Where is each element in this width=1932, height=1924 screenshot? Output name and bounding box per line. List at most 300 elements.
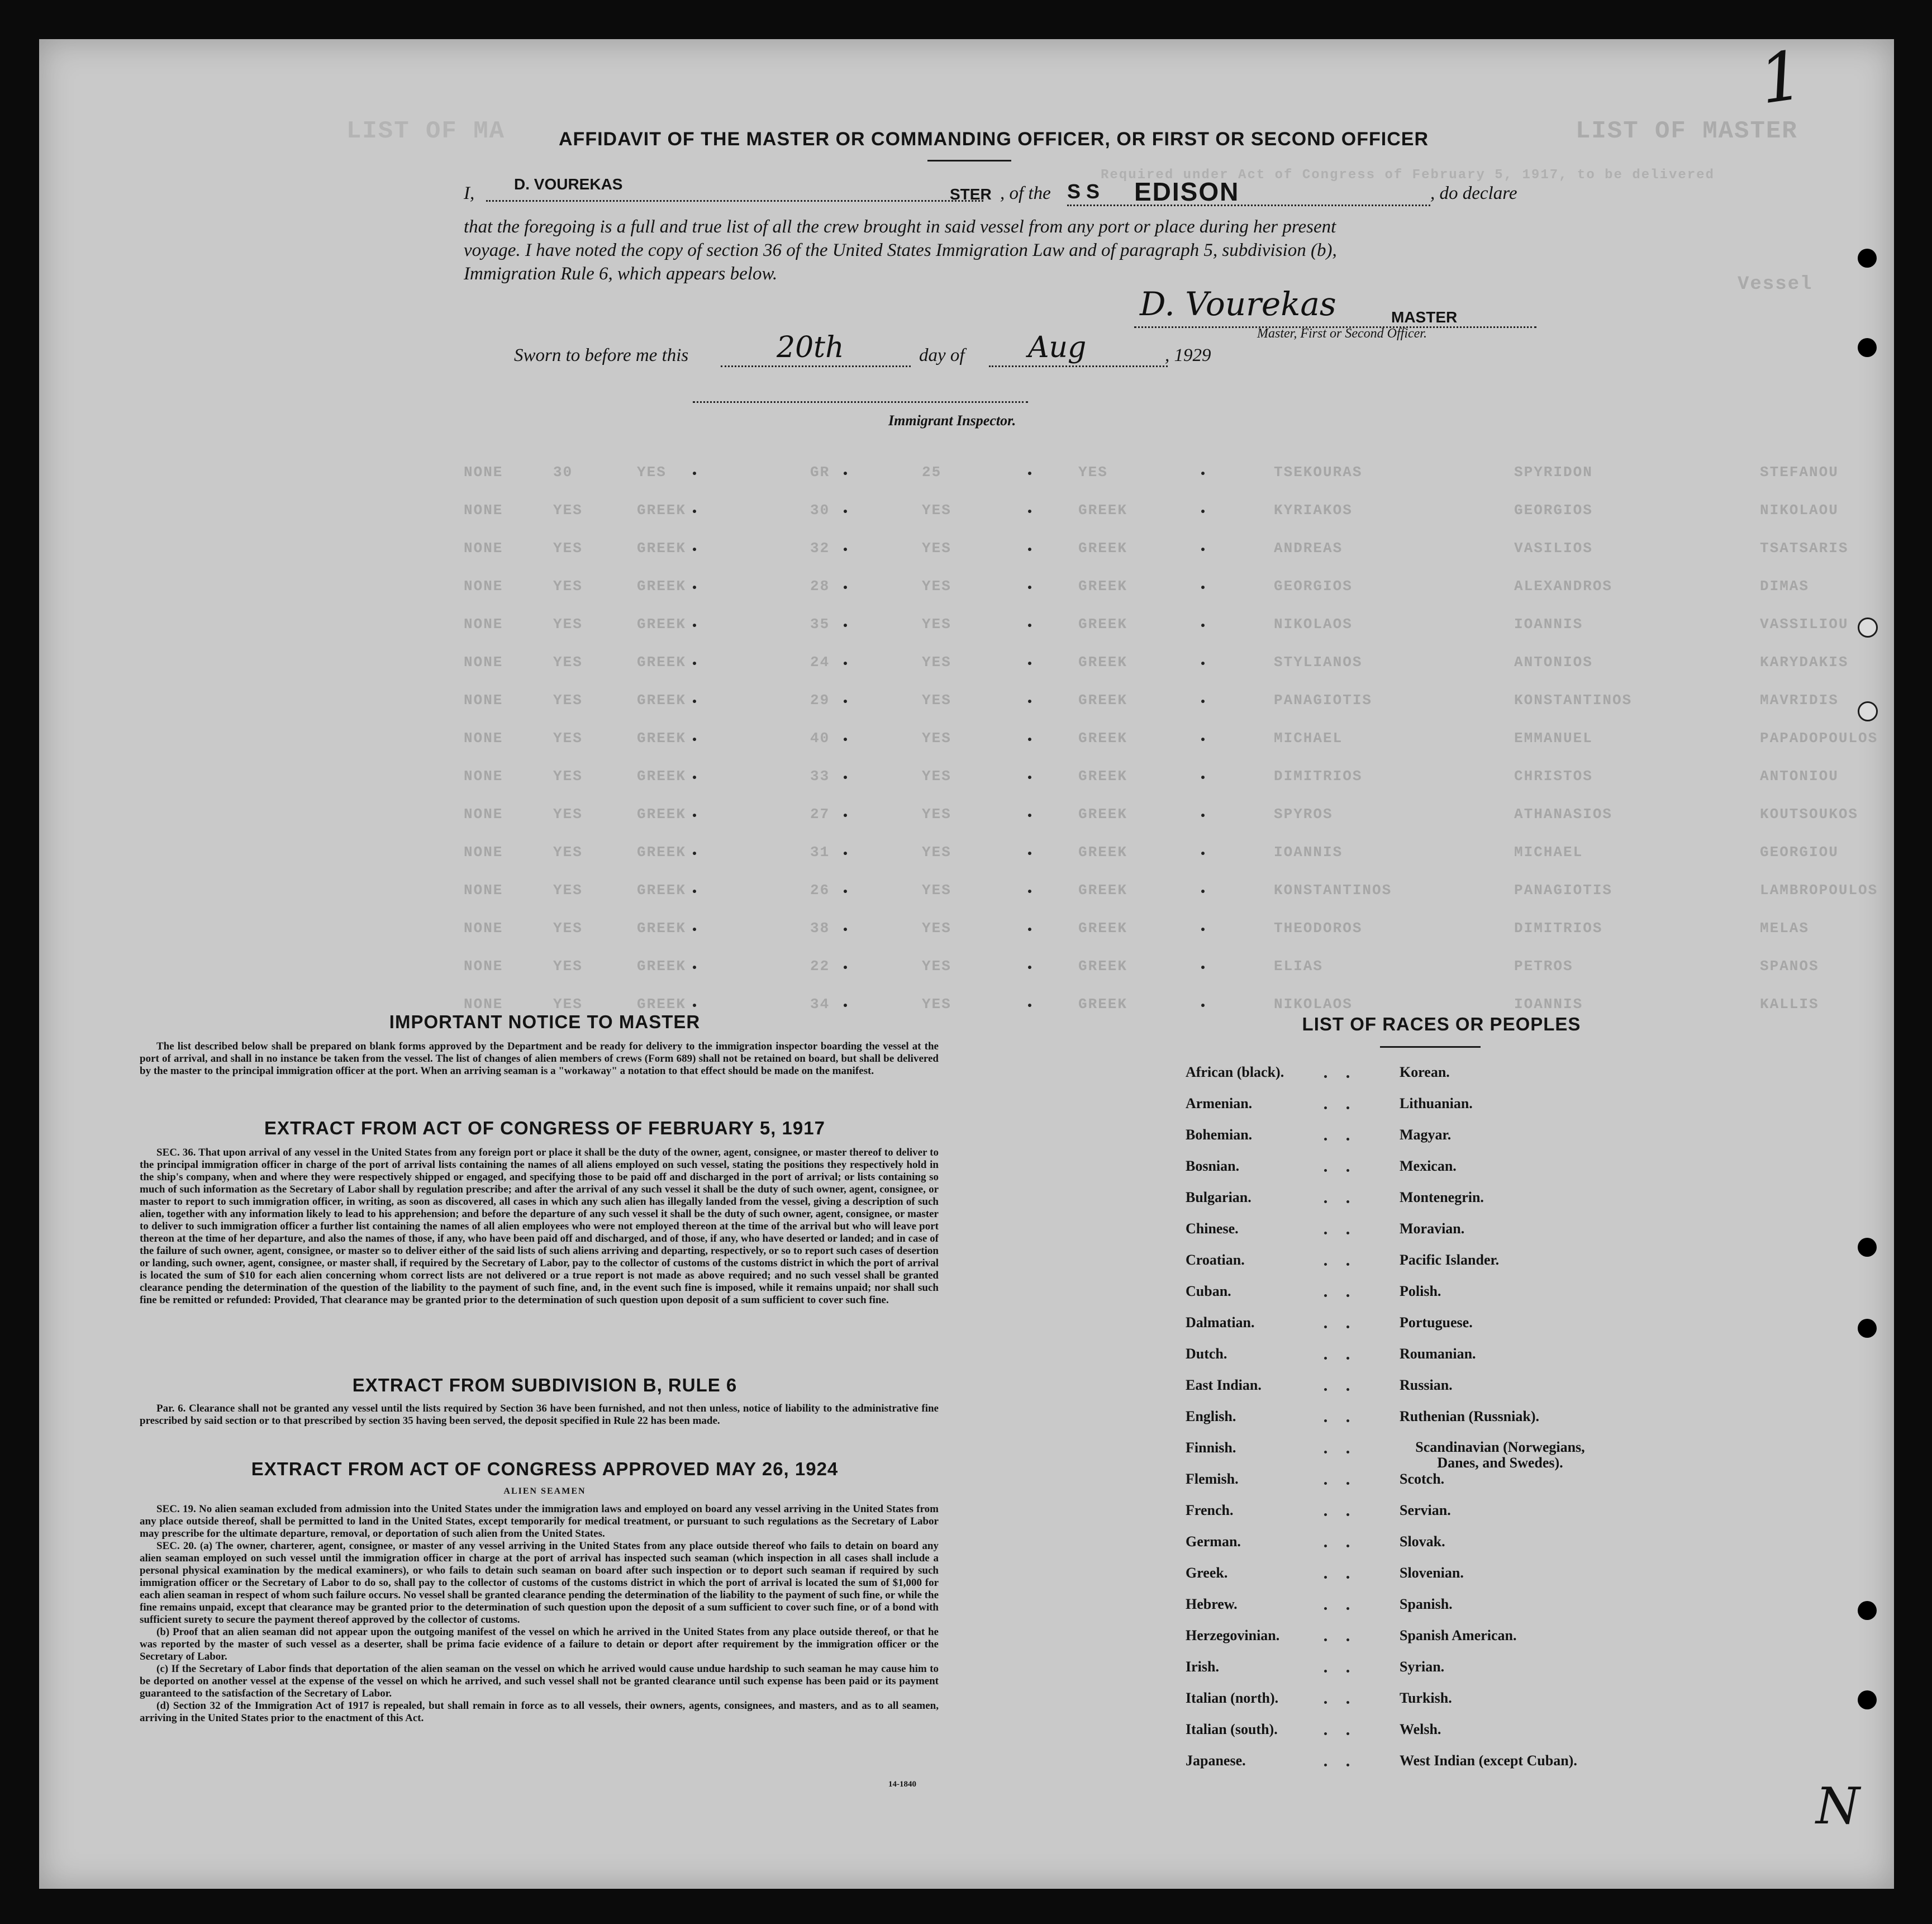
leader-dot: [1324, 1701, 1327, 1704]
do-declare-label: , do declare: [1430, 183, 1517, 203]
leader-dot: [1346, 1513, 1349, 1516]
column-dot: [1028, 776, 1031, 779]
ghost-table-cell: NONE: [464, 768, 503, 785]
ghost-table-cell: THEODOROS: [1274, 920, 1363, 937]
ghost-table-cell: TSEKOURAS: [1274, 464, 1363, 481]
ghost-table-cell: GEORGIOU: [1760, 844, 1839, 861]
ghost-table-cell: YES: [553, 996, 583, 1013]
column-dot: [1028, 700, 1031, 703]
extract-1924-body: [140, 1503, 939, 1725]
ghost-table-cell: YES: [922, 654, 951, 671]
ghost-table-cell: KARYDAKIS: [1760, 654, 1849, 671]
ghost-table-row: [464, 616, 1872, 638]
leader-dot: [1324, 1576, 1327, 1579]
ghost-table-cell: NONE: [464, 806, 503, 823]
ghost-table-cell: STEFANOU: [1760, 464, 1839, 481]
sec20b-text: (b) Proof that an alien seaman did not appear upon the outgoing manifest of the vessel on which he arrived in the United States from any place outside thereof, or that he was reported by the master of such vessel as a deserter, shall be prima facie evidence of a failure to detain or deport after requirement by the immigration officer or the Secretary of Labor.: [140, 1626, 939, 1662]
rank-fragment: STER: [950, 186, 992, 203]
ghost-table-cell: GR: [810, 464, 830, 481]
ghost-table-cell: GREEK: [637, 692, 687, 709]
race-entry: Mexican.: [1400, 1158, 1457, 1174]
column-dot: [844, 814, 847, 817]
ghost-table-cell: GREEK: [637, 616, 687, 633]
leader-dot: [1324, 1607, 1327, 1610]
leader-dot: [1346, 1326, 1349, 1328]
ghost-header-left: LIST OF MA: [346, 117, 506, 145]
ghost-table-cell: NONE: [464, 616, 503, 633]
leader-dot: [1324, 1764, 1327, 1766]
ghost-table-cell: 35: [810, 616, 830, 633]
punch-hole: [1858, 1238, 1877, 1257]
leader-dot: [1324, 1419, 1327, 1422]
column-dot: [1201, 624, 1205, 627]
race-entry: Ruthenian (Russniak).: [1400, 1408, 1539, 1424]
column-dot: [693, 738, 696, 741]
race-entry: Dutch.: [1186, 1346, 1227, 1362]
ghost-table-cell: TSATSARIS: [1760, 540, 1849, 557]
ghost-table-row: [464, 806, 1872, 828]
ghost-table-cell: GREEK: [637, 996, 687, 1013]
race-entry: French.: [1186, 1502, 1234, 1518]
column-dot: [844, 624, 847, 627]
vessel-name-value: EDISON: [1134, 177, 1240, 206]
leader-dot: [1346, 1451, 1349, 1453]
ghost-table-cell: YES: [922, 920, 951, 937]
column-dot: [1028, 814, 1031, 817]
race-entry: Herzegovinian.: [1186, 1627, 1280, 1643]
affidavit-pronoun: I,: [464, 183, 475, 203]
ghost-table-cell: VASILIOS: [1514, 540, 1593, 557]
ghost-table-cell: NONE: [464, 996, 503, 1013]
punch-hole: [1858, 1319, 1877, 1338]
master-label: MASTER: [1391, 308, 1458, 326]
column-dot: [844, 700, 847, 703]
ghost-table-cell: GREEK: [1078, 768, 1128, 785]
leader-dot: [1324, 1451, 1327, 1453]
affidavit-line-4: Immigration Rule 6, which appears below.: [464, 264, 778, 284]
leader-dot: [1324, 1545, 1327, 1547]
column-dot: [1028, 890, 1031, 893]
leader-dot: [1324, 1075, 1327, 1078]
ghost-table-row: [464, 844, 1872, 866]
column-dot: [1028, 928, 1031, 931]
races-rule: [1380, 1046, 1481, 1048]
ghost-table-cell: YES: [553, 806, 583, 823]
ghost-table-cell: NONE: [464, 730, 503, 747]
ghost-header-right: LIST OF MASTER: [1576, 117, 1798, 145]
ghost-table-cell: YES: [553, 958, 583, 975]
ghost-table-cell: ELIAS: [1274, 958, 1324, 975]
ghost-table-row: [464, 464, 1872, 486]
column-dot: [1201, 890, 1205, 893]
race-entry: Turkish.: [1400, 1690, 1452, 1706]
ghost-table-cell: GREEK: [637, 540, 687, 557]
leader-dot: [1346, 1576, 1349, 1579]
ghost-table-row: [464, 540, 1872, 562]
race-entry: Bosnian.: [1186, 1158, 1240, 1174]
ghost-table-cell: GREEK: [1078, 540, 1128, 557]
inspector-label: Immigrant Inspector.: [888, 412, 1016, 429]
vessel-prefix: S S: [1067, 180, 1100, 203]
ghost-table-cell: ATHANASIOS: [1514, 806, 1613, 823]
race-entry: Roumanian.: [1400, 1346, 1476, 1362]
ghost-table-cell: 22: [810, 958, 830, 975]
leader-dot: [1346, 1263, 1349, 1266]
column-dot: [1028, 624, 1031, 627]
ghost-table-cell: YES: [553, 844, 583, 861]
notice-body-text: The list described below shall be prepared on blank forms approved by the Department and be ready for delivery to the immigration inspector boarding the vessel at the port of arrival, and shall in no instance be taken from the vessel. The list of changes of alien members of crews (Form 689) shall not be retained on board, but shall be delivered by the master to the principal immigration officer at the port. When an arriving seaman is a "workaway" a notation to that effect should be made on the manifest.: [140, 1041, 939, 1077]
ghost-table-cell: YES: [553, 654, 583, 671]
ghost-table-cell: YES: [553, 920, 583, 937]
leader-dot: [1346, 1232, 1349, 1234]
ghost-table-cell: YES: [922, 806, 951, 823]
sworn-day-value: 20th: [777, 331, 844, 364]
punch-hole: [1858, 249, 1877, 268]
race-entry: German.: [1186, 1533, 1241, 1550]
ghost-table-row: [464, 958, 1872, 980]
column-dot: [1201, 928, 1205, 931]
leader-dot: [1324, 1200, 1327, 1203]
ghost-table-cell: YES: [922, 882, 951, 899]
column-dot: [844, 776, 847, 779]
leader-dot: [1324, 1326, 1327, 1328]
column-dot: [844, 662, 847, 665]
leader-dot: [1324, 1638, 1327, 1641]
ghost-table-cell: NONE: [464, 464, 503, 481]
column-dot: [1201, 776, 1205, 779]
leader-dot: [1346, 1764, 1349, 1766]
ghost-table-cell: DIMITRIOS: [1274, 768, 1363, 785]
column-dot: [1201, 662, 1205, 665]
ghost-table-cell: GREEK: [1078, 806, 1128, 823]
officer-name-line: [486, 200, 983, 202]
column-dot: [844, 738, 847, 741]
ghost-table-cell: GREEK: [637, 882, 687, 899]
ghost-table-cell: MELAS: [1760, 920, 1810, 937]
ghost-table-cell: 25: [922, 464, 942, 481]
race-entry: West Indian (except Cuban).: [1400, 1752, 1577, 1769]
race-entry: Slovenian.: [1400, 1565, 1464, 1581]
ghost-table-cell: NIKOLAOS: [1274, 996, 1353, 1013]
race-entry: Croatian.: [1186, 1252, 1245, 1268]
master-caption: Master, First or Second Officer.: [1257, 326, 1427, 341]
ghost-table-cell: YES: [1078, 464, 1108, 481]
extract-rule6-title: EXTRACT FROM SUBDIVISION B, RULE 6: [352, 1375, 737, 1395]
ghost-table-cell: YES: [553, 730, 583, 747]
master-signature: D. Vourekas: [1140, 285, 1336, 323]
leader-dot: [1324, 1357, 1327, 1360]
ghost-table-cell: KONSTANTINOS: [1514, 692, 1633, 709]
ghost-table-cell: YES: [922, 958, 951, 975]
column-dot: [1028, 662, 1031, 665]
ghost-table-cell: GREEK: [1078, 692, 1128, 709]
ghost-table-cell: SPYRIDON: [1514, 464, 1593, 481]
ghost-table-cell: GREEK: [1078, 502, 1128, 519]
race-entry: Chinese.: [1186, 1220, 1239, 1237]
column-dot: [1201, 852, 1205, 855]
punch-hole: [1858, 338, 1877, 357]
column-dot: [693, 510, 696, 513]
ghost-table-cell: NIKOLAOU: [1760, 502, 1839, 519]
ghost-table-cell: NONE: [464, 578, 503, 595]
alien-seamen-subtitle: ALIEN SEAMEN: [503, 1486, 586, 1496]
column-dot: [1201, 966, 1205, 969]
ghost-table-cell: YES: [553, 540, 583, 557]
leader-dot: [1346, 1419, 1349, 1422]
ghost-table-cell: VASSILIOU: [1760, 616, 1849, 633]
sworn-month-line: [989, 365, 1168, 367]
ghost-table-cell: GREEK: [1078, 996, 1128, 1013]
race-entry: Spanish.: [1400, 1596, 1453, 1612]
ghost-table-cell: PETROS: [1514, 958, 1573, 975]
ghost-table-cell: NONE: [464, 502, 503, 519]
sworn-day-line: [721, 365, 911, 367]
ghost-table-cell: KYRIAKOS: [1274, 502, 1353, 519]
leader-dot: [1346, 1388, 1349, 1391]
ghost-table-cell: IOANNIS: [1274, 844, 1343, 861]
race-entry: Polish.: [1400, 1283, 1441, 1299]
race-entry: Magyar.: [1400, 1127, 1452, 1143]
ghost-table-cell: SPYROS: [1274, 806, 1333, 823]
column-dot: [1028, 472, 1031, 475]
race-entry: Russian.: [1400, 1377, 1453, 1393]
column-dot: [844, 966, 847, 969]
ghost-subheader: Required under Act of Congress of February 5, 1917, to be delivered: [1101, 168, 1715, 183]
column-dot: [1201, 700, 1205, 703]
ghost-table-cell: GREEK: [1078, 882, 1128, 899]
ghost-table-cell: 31: [810, 844, 830, 861]
ghost-table-cell: GREEK: [637, 844, 687, 861]
inspector-signature-line: [693, 401, 1028, 403]
ghost-table-cell: YES: [553, 768, 583, 785]
ghost-table-cell: NONE: [464, 920, 503, 937]
race-entry: Italian (south).: [1186, 1721, 1278, 1737]
affidavit-line-3: voyage. I have noted the copy of section 36 of the United States Immigration Law and of paragraph 5, subdivision (b),: [464, 240, 1337, 260]
punch-hole: [1858, 1690, 1877, 1709]
notice-title: IMPORTANT NOTICE TO MASTER: [389, 1011, 701, 1032]
affidavit-title: AFFIDAVIT OF THE MASTER OR COMMANDING OFFICER, OR FIRST OR SECOND OFFICER: [559, 129, 1429, 150]
ghost-table-cell: 30: [553, 464, 573, 481]
column-dot: [1201, 1004, 1205, 1007]
column-dot: [844, 852, 847, 855]
ghost-table-cell: GREEK: [1078, 920, 1128, 937]
ghost-table-cell: PANAGIOTIS: [1274, 692, 1373, 709]
ghost-table-cell: GREEK: [1078, 654, 1128, 671]
ghost-table-cell: YES: [922, 578, 951, 595]
ghost-table-cell: 27: [810, 806, 830, 823]
leader-dot: [1324, 1106, 1327, 1109]
leader-dot: [1346, 1670, 1349, 1673]
ghost-table-cell: NONE: [464, 654, 503, 671]
ghost-table-row: [464, 882, 1878, 904]
ghost-table-cell: ALEXANDROS: [1514, 578, 1613, 595]
column-dot: [693, 928, 696, 931]
ghost-table-cell: IOANNIS: [1514, 996, 1583, 1013]
ghost-table-row: [464, 502, 1872, 524]
race-entry: Bulgarian.: [1186, 1189, 1251, 1205]
race-entry: East Indian.: [1186, 1377, 1262, 1393]
ghost-table-cell: YES: [553, 502, 583, 519]
extract-1924-title: EXTRACT FROM ACT OF CONGRESS APPROVED MAY 26, 1924: [251, 1459, 839, 1479]
race-entry: Hebrew.: [1186, 1596, 1238, 1612]
column-dot: [693, 890, 696, 893]
column-dot: [693, 472, 696, 475]
ghost-table-cell: 30: [810, 502, 830, 519]
ghost-table-cell: 24: [810, 654, 830, 671]
ghost-table-cell: GREEK: [637, 958, 687, 975]
ghost-table-cell: NIKOLAOS: [1274, 616, 1353, 633]
race-entry: Dalmatian.: [1186, 1314, 1255, 1331]
ghost-table-cell: MAVRIDIS: [1760, 692, 1839, 709]
column-dot: [844, 472, 847, 475]
ghost-table-cell: GREEK: [637, 806, 687, 823]
leader-dot: [1324, 1138, 1327, 1141]
leader-dot: [1346, 1607, 1349, 1610]
ghost-table-cell: GREEK: [637, 920, 687, 937]
ghost-table-cell: YES: [922, 502, 951, 519]
race-entry: Moravian.: [1400, 1220, 1465, 1237]
title-rule: [927, 160, 1011, 161]
ghost-table-cell: YES: [922, 844, 951, 861]
column-dot: [1201, 586, 1205, 589]
race-entry: Finnish.: [1186, 1440, 1236, 1456]
leader-dot: [1346, 1075, 1349, 1078]
column-dot: [1201, 510, 1205, 513]
bottom-page-mark: N: [1816, 1777, 1860, 1836]
column-dot: [844, 586, 847, 589]
column-dot: [693, 852, 696, 855]
leader-dot: [1346, 1138, 1349, 1141]
race-entry: Japanese.: [1186, 1752, 1246, 1769]
officer-name-value: D. VOUREKAS: [514, 175, 623, 193]
ghost-table-cell: NONE: [464, 844, 503, 861]
ghost-table-cell: KOUTSOUKOS: [1760, 806, 1859, 823]
affidavit-line-2: that the foregoing is a full and true list of all the crew brought in said vessel from any port or place during her present: [464, 217, 1336, 237]
race-entry: Montenegrin.: [1400, 1189, 1484, 1205]
ghost-table-cell: 28: [810, 578, 830, 595]
column-dot: [844, 548, 847, 551]
corner-page-mark: 1: [1754, 36, 1808, 120]
race-entry: African (black).: [1186, 1064, 1284, 1080]
column-dot: [1028, 852, 1031, 855]
column-dot: [693, 624, 696, 627]
ghost-table-cell: GREEK: [637, 730, 687, 747]
race-entry: English.: [1186, 1408, 1236, 1424]
ghost-table-row: [464, 654, 1872, 676]
column-dot: [693, 548, 696, 551]
race-entry: Flemish.: [1186, 1471, 1239, 1487]
leader-dot: [1324, 1232, 1327, 1234]
leader-dot: [1346, 1732, 1349, 1735]
ghost-table-cell: DIMAS: [1760, 578, 1810, 595]
extract-rule6-text: Par. 6. Clearance shall not be granted any vessel until the lists required by Section 36 have been furnished, and not then unless, notice of liability to the administrative fine prescribed by said section or to that prescribed by section 35 having been served, the deposit specified in Rule 22 has been made.: [140, 1403, 939, 1427]
ghost-table-row: [464, 920, 1872, 942]
ghost-table-cell: EMMANUEL: [1514, 730, 1593, 747]
column-dot: [1201, 814, 1205, 817]
ghost-table-cell: YES: [922, 768, 951, 785]
races-title: LIST OF RACES OR PEOPLES: [1302, 1014, 1581, 1034]
ghost-table-cell: GREEK: [637, 654, 687, 671]
ghost-table-cell: STYLIANOS: [1274, 654, 1363, 671]
column-dot: [1028, 738, 1031, 741]
column-dot: [844, 510, 847, 513]
ghost-table-cell: 33: [810, 768, 830, 785]
ghost-table-row: [464, 730, 1878, 752]
notice-body: [140, 1041, 939, 1077]
punch-hole-open: [1858, 617, 1878, 638]
day-of-label: day of: [919, 345, 965, 365]
column-dot: [1028, 548, 1031, 551]
ghost-table-cell: ANTONIOU: [1760, 768, 1839, 785]
leader-dot: [1324, 1732, 1327, 1735]
ghost-vessel-line: Vessel: [1738, 274, 1813, 295]
ghost-table-row: [464, 692, 1872, 714]
column-dot: [1028, 966, 1031, 969]
leader-dot: [1324, 1482, 1327, 1485]
column-dot: [693, 700, 696, 703]
ghost-table-cell: 40: [810, 730, 830, 747]
leader-dot: [1346, 1169, 1349, 1172]
race-entry: Armenian.: [1186, 1095, 1253, 1111]
ghost-table-cell: 38: [810, 920, 830, 937]
leader-dot: [1346, 1482, 1349, 1485]
leader-dot: [1324, 1294, 1327, 1297]
ghost-table-cell: GREEK: [1078, 844, 1128, 861]
ghost-table-cell: GREEK: [1078, 958, 1128, 975]
ghost-table-cell: CHRISTOS: [1514, 768, 1593, 785]
column-dot: [1201, 548, 1205, 551]
ghost-table-cell: IOANNIS: [1514, 616, 1583, 633]
extract-1917-title: EXTRACT FROM ACT OF CONGRESS OF FEBRUARY 5, 1917: [264, 1118, 825, 1138]
column-dot: [693, 586, 696, 589]
race-entry: Slovak.: [1400, 1533, 1445, 1550]
race-entry: Spanish American.: [1400, 1627, 1517, 1643]
ghost-table-cell: NONE: [464, 540, 503, 557]
ghost-table-cell: NONE: [464, 882, 503, 899]
ghost-table-cell: DIMITRIOS: [1514, 920, 1603, 937]
column-dot: [1201, 472, 1205, 475]
ghost-table-cell: LAMBROPOULOS: [1760, 882, 1878, 899]
race-entry: Cuban.: [1186, 1283, 1231, 1299]
column-dot: [693, 814, 696, 817]
punch-hole-open: [1858, 701, 1878, 721]
extract-rule6-body: [140, 1403, 939, 1427]
column-dot: [1028, 1004, 1031, 1007]
column-dot: [1028, 510, 1031, 513]
ghost-table-cell: YES: [922, 996, 951, 1013]
leader-dot: [1346, 1200, 1349, 1203]
column-dot: [844, 928, 847, 931]
vessel-name-line: [1067, 205, 1430, 206]
ghost-table-cell: GREEK: [637, 578, 687, 595]
race-entry: Irish.: [1186, 1659, 1219, 1675]
sworn-year: , 1929: [1165, 345, 1211, 365]
ghost-table-cell: YES: [922, 692, 951, 709]
ghost-table-cell: NONE: [464, 692, 503, 709]
punch-hole: [1858, 1601, 1877, 1620]
leader-dot: [1324, 1670, 1327, 1673]
ghost-table-cell: KONSTANTINOS: [1274, 882, 1392, 899]
leader-dot: [1346, 1701, 1349, 1704]
ghost-table-row: [464, 768, 1872, 790]
ghost-table-cell: YES: [922, 616, 951, 633]
ghost-table-cell: YES: [922, 540, 951, 557]
ghost-table-cell: MICHAEL: [1274, 730, 1343, 747]
race-entry: Welsh.: [1400, 1721, 1441, 1737]
ghost-table-cell: PANAGIOTIS: [1514, 882, 1613, 899]
ghost-table-cell: ANTONIOS: [1514, 654, 1593, 671]
race-entry: Italian (north).: [1186, 1690, 1279, 1706]
